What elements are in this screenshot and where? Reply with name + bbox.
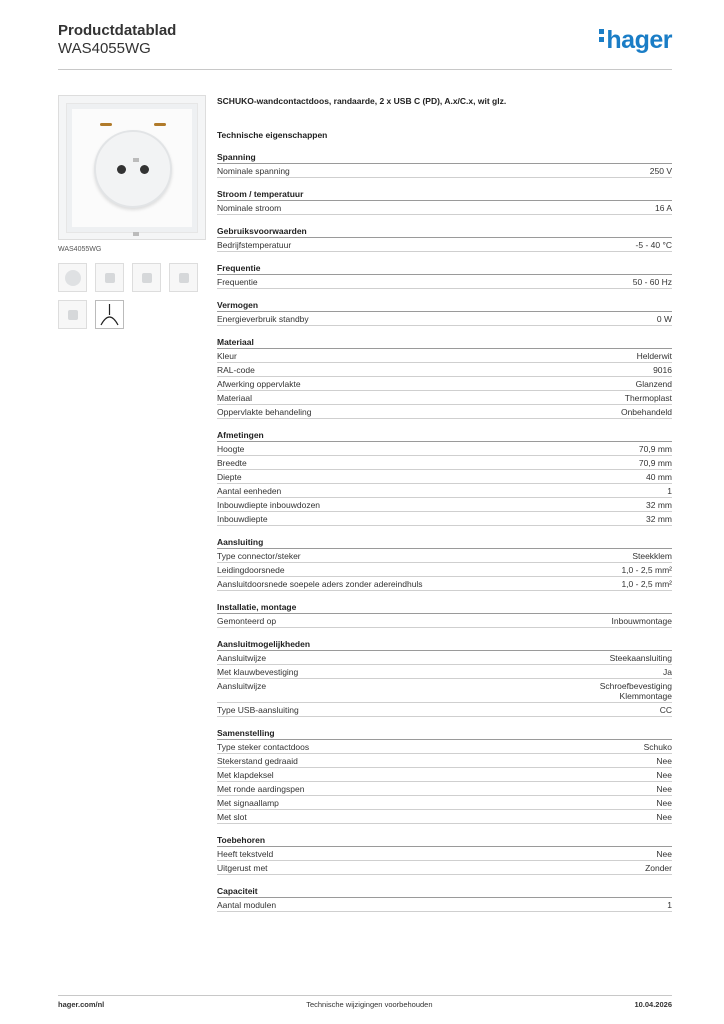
spec-row (217, 665, 672, 679)
thumbnail-bottom[interactable] (132, 263, 161, 292)
spec-value: Schuko (643, 742, 672, 752)
spec-value: 50 - 60 Hz (632, 277, 672, 287)
spec-label: Frequentie (217, 277, 258, 287)
spec-value: Schroefbevestiging Klemmontage (599, 681, 672, 701)
spec-value: 16 A (654, 203, 672, 213)
product-images (58, 95, 208, 329)
spec-row (217, 861, 672, 875)
spec-row (217, 740, 672, 754)
spec-value: Nee (656, 784, 672, 794)
spec-groups (217, 152, 672, 912)
spec-row (217, 754, 672, 768)
spec-label: Type steker contactdoos (217, 742, 310, 752)
spec-label: Aantal modulen (217, 900, 277, 910)
spec-value: Nee (656, 849, 672, 859)
spec-row (217, 484, 672, 498)
spec-label: Gemonteerd op (217, 616, 277, 626)
spec-label: Met slot (217, 812, 247, 822)
spec-label: Breedte (217, 458, 247, 468)
thumbnail-back[interactable] (58, 300, 87, 329)
spec-row (217, 796, 672, 810)
footer-website: hager.com/nl (58, 1000, 105, 1009)
spec-row (217, 201, 672, 215)
spec-group (217, 430, 672, 526)
spec-row (217, 768, 672, 782)
spec-label: Aansluitwijze (217, 653, 267, 663)
document-title: Productdatablad (58, 22, 177, 39)
spec-row (217, 679, 672, 703)
thumbnail-front[interactable] (58, 263, 87, 292)
spec-group (217, 886, 672, 912)
spec-label: Inbouwdiepte (217, 514, 268, 524)
properties-heading: Technische eigenschappen (217, 130, 328, 140)
spec-value: 70,9 mm (638, 458, 672, 468)
spec-group (217, 537, 672, 591)
spec-row (217, 549, 672, 563)
spec-row (217, 363, 672, 377)
spec-row (217, 238, 672, 252)
spec-value: 70,9 mm (638, 444, 672, 454)
spec-label: Nominale spanning (217, 166, 290, 176)
spec-label: Afwerking oppervlakte (217, 379, 301, 389)
spec-row (217, 577, 672, 591)
logo-dots-icon (599, 29, 604, 45)
spec-label: Leidingdoorsnede (217, 565, 285, 575)
spec-row (217, 810, 672, 824)
spec-row (217, 847, 672, 861)
spec-group (217, 728, 672, 824)
spec-row (217, 442, 672, 456)
spec-label: RAL-code (217, 365, 255, 375)
spec-group (217, 639, 672, 717)
spec-label: Aansluitwijze (217, 681, 267, 691)
socket-plate-image (66, 103, 198, 233)
spec-label: Met klauwbevestiging (217, 667, 299, 677)
footer-date: 10.04.2026 (634, 1000, 672, 1009)
product-photo (58, 95, 206, 240)
spec-value: Glanzend (635, 379, 672, 389)
socket-symbol-icon[interactable] (95, 300, 124, 329)
image-caption: WAS4055WG (58, 246, 102, 253)
spec-value: 40 mm (646, 472, 672, 482)
spec-row (217, 456, 672, 470)
spec-label: Type connector/steker (217, 551, 301, 561)
spec-value: 250 V (649, 166, 672, 176)
spec-group-title: Gebruiksvoorwaarden (217, 226, 672, 238)
page-header (58, 22, 672, 70)
spec-label: Diepte (217, 472, 242, 482)
spec-value: Thermoplast (624, 393, 672, 403)
spec-row (217, 651, 672, 665)
spec-group-title: Samenstelling (217, 728, 672, 740)
spec-value: 1 (667, 900, 672, 910)
footer-note: Technische wijzigingen voorbehouden (306, 1000, 433, 1009)
spec-row (217, 563, 672, 577)
spec-row (217, 349, 672, 363)
spec-value: Steekaansluiting (609, 653, 672, 663)
spec-group-title: Capaciteit (217, 886, 672, 898)
logo-text: hager (606, 26, 672, 54)
spec-group-title: Toebehoren (217, 835, 672, 847)
spec-label: Aantal eenheden (217, 486, 282, 496)
spec-group-title: Vermogen (217, 300, 672, 312)
spec-row (217, 898, 672, 912)
spec-value: Helderwit (636, 351, 672, 361)
spec-value: Zonder (645, 863, 672, 873)
spec-value: 32 mm (646, 514, 672, 524)
spec-value: 9016 (653, 365, 672, 375)
spec-value: 1,0 - 2,5 mm² (621, 565, 672, 575)
spec-label: Hoogte (217, 444, 245, 454)
spec-row (217, 312, 672, 326)
spec-label: Type USB-aansluiting (217, 705, 299, 715)
spec-value: Steekklem (632, 551, 672, 561)
spec-row (217, 703, 672, 717)
usb-port-icon (154, 123, 166, 126)
spec-group (217, 189, 672, 215)
spec-value: 32 mm (646, 500, 672, 510)
product-code: WAS4055WG (58, 40, 151, 57)
spec-label: Materiaal (217, 393, 252, 403)
spec-label: Stekerstand gedraaid (217, 756, 298, 766)
spec-value: 0 W (656, 314, 672, 324)
spec-group (217, 226, 672, 252)
spec-row (217, 470, 672, 484)
spec-group (217, 337, 672, 419)
spec-group-title: Stroom / temperatuur (217, 189, 672, 201)
spec-value: 1,0 - 2,5 mm² (621, 579, 672, 589)
spec-value: Inbouwmontage (611, 616, 672, 626)
spec-row (217, 782, 672, 796)
thumbnail-side[interactable] (169, 263, 198, 292)
spec-value: 1 (667, 486, 672, 496)
spec-group (217, 263, 672, 289)
spec-group-title: Aansluitmogelijkheden (217, 639, 672, 651)
spec-label: Aansluitdoorsnede soepele aders zonder adereindhuls (217, 579, 423, 589)
spec-value: CC (659, 705, 672, 715)
spec-row (217, 275, 672, 289)
spec-label: Bedrijfstemperatuur (217, 240, 292, 250)
socket-icon (94, 130, 172, 208)
spec-label: Inbouwdiepte inbouwdozen (217, 500, 321, 510)
thumbnail-row (58, 263, 208, 292)
spec-value: Onbehandeld (620, 407, 672, 417)
spec-label: Kleur (217, 351, 237, 361)
spec-column (217, 96, 672, 923)
spec-row (217, 391, 672, 405)
spec-row (217, 405, 672, 419)
spec-value: Nee (656, 756, 672, 766)
spec-value: Nee (656, 798, 672, 808)
hager-logo (599, 26, 672, 55)
thumbnail-row-2 (58, 300, 208, 329)
spec-value: Nee (656, 812, 672, 822)
spec-label: Met signaallamp (217, 798, 279, 808)
page-footer (58, 995, 672, 1009)
spec-row (217, 164, 672, 178)
spec-group-title: Frequentie (217, 263, 672, 275)
spec-label: Nominale stroom (217, 203, 282, 213)
spec-row (217, 512, 672, 526)
spec-group (217, 835, 672, 875)
product-description: SCHUKO-wandcontactdoos, randaarde, 2 x USB C (PD), A.x/C.x, wit glz. (217, 96, 507, 106)
spec-row (217, 377, 672, 391)
spec-group (217, 300, 672, 326)
spec-label: Heeft tekstveld (217, 849, 274, 859)
spec-group-title: Aansluiting (217, 537, 672, 549)
spec-value: -5 - 40 °C (635, 240, 672, 250)
spec-label: Uitgerust met (217, 863, 268, 873)
spec-label: Energieverbruik standby (217, 314, 309, 324)
spec-group-title: Spanning (217, 152, 672, 164)
spec-label: Met ronde aardingspen (217, 784, 305, 794)
thumbnail-top[interactable] (95, 263, 124, 292)
spec-value: Ja (663, 667, 672, 677)
spec-group-title: Installatie, montage (217, 602, 672, 614)
usb-port-icon (100, 123, 112, 126)
spec-row (217, 498, 672, 512)
spec-label: Met klapdeksel (217, 770, 274, 780)
spec-group (217, 152, 672, 178)
spec-group-title: Afmetingen (217, 430, 672, 442)
spec-group-title: Materiaal (217, 337, 672, 349)
spec-value: Nee (656, 770, 672, 780)
spec-row (217, 614, 672, 628)
spec-group (217, 602, 672, 628)
spec-label: Oppervlakte behandeling (217, 407, 312, 417)
